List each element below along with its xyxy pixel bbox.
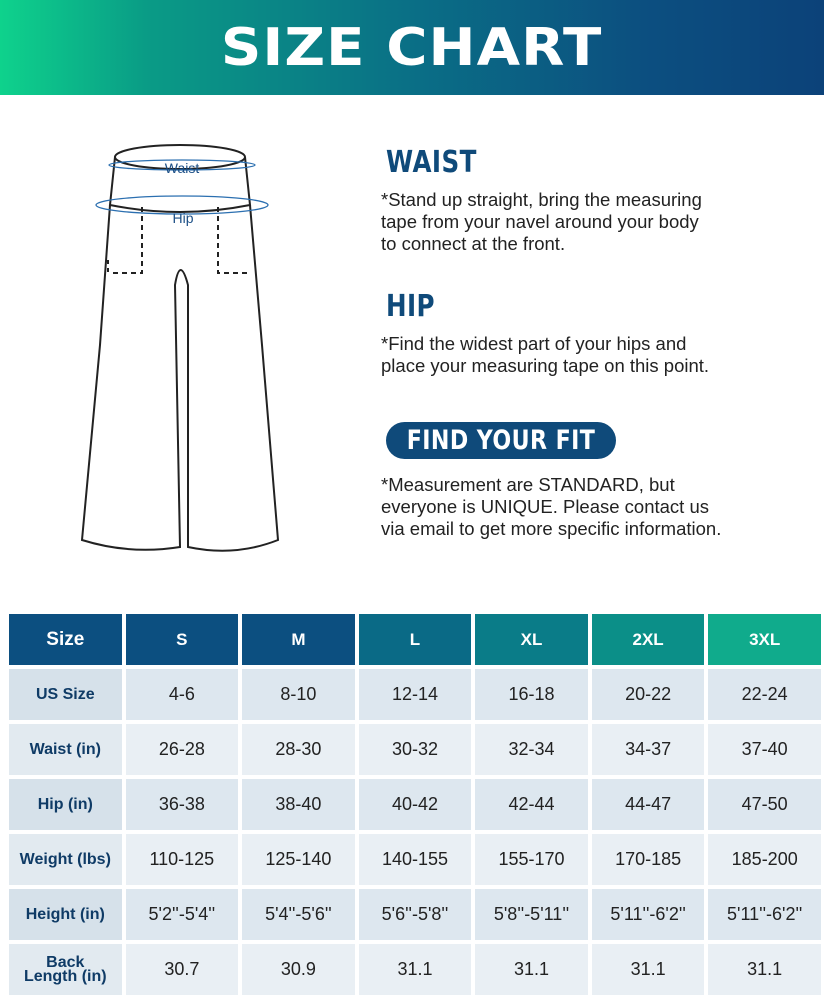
page-title: SIZE CHART <box>221 17 603 78</box>
table-cell: 47-50 <box>708 779 821 830</box>
header-banner <box>0 0 824 95</box>
header-cell-xl: XL <box>475 614 588 665</box>
table-cell: 5'4''-5'6'' <box>242 889 355 940</box>
table-cell: 140-155 <box>359 834 472 885</box>
table-cell: 4-6 <box>126 669 239 720</box>
size-table <box>5 610 824 999</box>
table-cell: 5'2''-5'4'' <box>126 889 239 940</box>
table-cell: 20-22 <box>592 669 705 720</box>
waist-heading: WAIST <box>386 145 477 180</box>
table-cell: 155-170 <box>475 834 588 885</box>
hip-heading: HIP <box>386 289 436 324</box>
pants-illustration <box>70 135 290 565</box>
table-cell: 30-32 <box>359 724 472 775</box>
hip-label: Hip <box>172 210 194 226</box>
table-cell: 16-18 <box>475 669 588 720</box>
table-cell: 42-44 <box>475 779 588 830</box>
fit-note: *Measurement are STANDARD, but everyone is UNIQUE. Please contact us via email to get more specific information. <box>381 474 722 539</box>
table-cell: 31.1 <box>475 944 588 995</box>
table-cell: 125-140 <box>242 834 355 885</box>
table-cell: 44-47 <box>592 779 705 830</box>
table-row <box>9 724 821 775</box>
table-cell: 185-200 <box>708 834 821 885</box>
table-cell: 31.1 <box>592 944 705 995</box>
row-label: Weight (lbs) <box>9 834 122 885</box>
table-row <box>9 944 821 995</box>
header-cell-m: M <box>242 614 355 665</box>
header-cell-2xl: 2XL <box>592 614 705 665</box>
row-label: Waist (in) <box>9 724 122 775</box>
table-cell: 30.7 <box>126 944 239 995</box>
table-cell: 32-34 <box>475 724 588 775</box>
size-table-body <box>9 669 821 995</box>
table-cell: 38-40 <box>242 779 355 830</box>
row-label: Back Length (in) <box>9 944 122 995</box>
table-cell: 26-28 <box>126 724 239 775</box>
table-cell: 40-42 <box>359 779 472 830</box>
table-row <box>9 669 821 720</box>
table-cell: 37-40 <box>708 724 821 775</box>
table-row <box>9 889 821 940</box>
table-row <box>9 779 821 830</box>
size-table-header <box>9 614 821 665</box>
waist-label: Waist <box>164 160 200 176</box>
table-cell: 12-14 <box>359 669 472 720</box>
row-label: Height (in) <box>9 889 122 940</box>
row-label: US Size <box>9 669 122 720</box>
table-cell: 34-37 <box>592 724 705 775</box>
table-cell: 8-10 <box>242 669 355 720</box>
table-cell: 22-24 <box>708 669 821 720</box>
header-cell-3xl: 3XL <box>708 614 821 665</box>
waist-instructions: *Stand up straight, bring the measuring tape from your navel around your body to connect at the front. <box>381 189 702 254</box>
table-cell: 5'6''-5'8'' <box>359 889 472 940</box>
table-cell: 170-185 <box>592 834 705 885</box>
table-cell: 5'11''-6'2'' <box>708 889 821 940</box>
table-cell: 31.1 <box>708 944 821 995</box>
header-cell-size: Size <box>9 614 122 665</box>
hip-instructions: *Find the widest part of your hips and place your measuring tape on this point. <box>381 333 710 376</box>
table-cell: 31.1 <box>359 944 472 995</box>
table-cell: 30.9 <box>242 944 355 995</box>
table-cell: 5'8''-5'11'' <box>475 889 588 940</box>
header-cell-s: S <box>126 614 239 665</box>
table-cell: 36-38 <box>126 779 239 830</box>
table-cell: 110-125 <box>126 834 239 885</box>
table-cell: 5'11''-6'2'' <box>592 889 705 940</box>
table-cell: 28-30 <box>242 724 355 775</box>
find-your-fit-badge <box>386 422 616 459</box>
header-cell-l: L <box>359 614 472 665</box>
find-your-fit-heading: FIND YOUR FIT <box>406 425 596 456</box>
row-label: Hip (in) <box>9 779 122 830</box>
table-row <box>9 834 821 885</box>
